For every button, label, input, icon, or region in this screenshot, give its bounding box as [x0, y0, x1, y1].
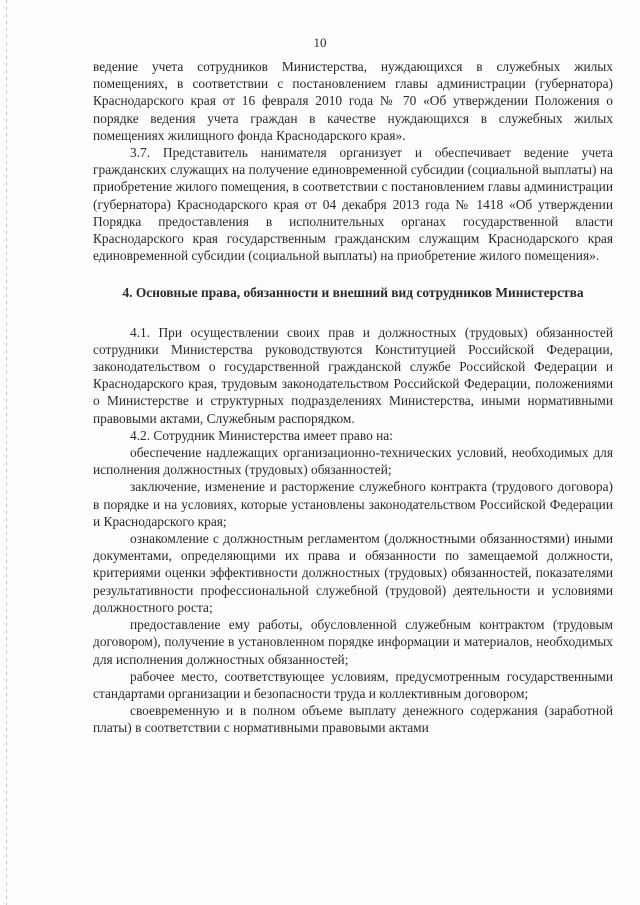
list-item: обеспечение надлежащих организационно-технических условий, необходимых для исполнения должностных (трудовых) обязанностей; [93, 445, 613, 478]
list-item: своевременную и в полном объеме выплату денежного содержания (заработной платы) в соответствии с нормативными правовыми актами [93, 703, 613, 736]
document-body [93, 58, 613, 737]
section-heading: 4. Основные права, обязанности и внешний вид сотрудников Министерства [122, 285, 584, 301]
paragraph-4-2: 4.2. Сотрудник Министерства имеет право на: [130, 427, 393, 443]
list-item: заключение, изменение и расторжение служебного контракта (трудового договора) в порядке и на условиях, которые установлены законодательством Российской Федерации и Краснодарского края; [93, 479, 613, 529]
paragraph-3-7: 3.7. Представитель нанимателя организует и обеспечивает ведение учета гражданских служащих на получение единовременной субсидии (социальной выплаты) на приобретение жилого помещения, в соответствии с постановлением главы администрации (губернатора) Краснодарского края от 04 декабря 2013 года № 1418 «Об утверждении Порядка предоставления в исполнительных органах государственной власти Краснодарского края государственным гражданским служащим Краснодарского края единовременной субсидии (социальной выплаты) на приобретение жилого помещения». [93, 145, 613, 264]
list-item: ознакомление с должностным регламентом (должностными обязанностями) иными документами, определяющими их права и обязанности по замещаемой должности, критериями оценки эффективности должностных (трудовых) обязанностей, показателями результативности профессиональной служебной (трудовой) деятельности и условиями должностного роста; [93, 531, 613, 615]
page-number: 10 [313, 35, 327, 50]
scan-edge [6, 0, 7, 905]
list-item: рабочее место, соответствующее условиям, предусмотренным государственными стандартами организации и безопасности труда и коллективным договором; [93, 668, 613, 701]
list-item: предоставление ему работы, обусловленной служебным контрактом (трудовым договором), получение в установленном порядке информации и материалов, необходимых для исполнения должностных обязанностей; [93, 617, 613, 667]
paragraph-continued: ведение учета сотрудников Министерства, нуждающихся в служебных жилых помещениях, в соответствии с постановлением главы администрации (губернатора) Краснодарского края от 16 февраля 2010 года № 70 «Об утверждении Положения о порядке ведения учета граждан в качестве нуждающихся в служебных жилых помещениях жилищного фонда Краснодарского края». [93, 59, 613, 143]
paragraph-4-1: 4.1. При осуществлении своих прав и должностных (трудовых) обязанностей сотрудники Министерства руководствуются Конституцией Российской Федерации, законодательством о государственной гражданской службе Российской Федерации и Краснодарского края, трудовым законодательством Российской Федерации, положениями о Министерстве и структурных подразделениях Министерства, иными нормативными правовыми актами, Служебным распорядком. [93, 324, 613, 426]
